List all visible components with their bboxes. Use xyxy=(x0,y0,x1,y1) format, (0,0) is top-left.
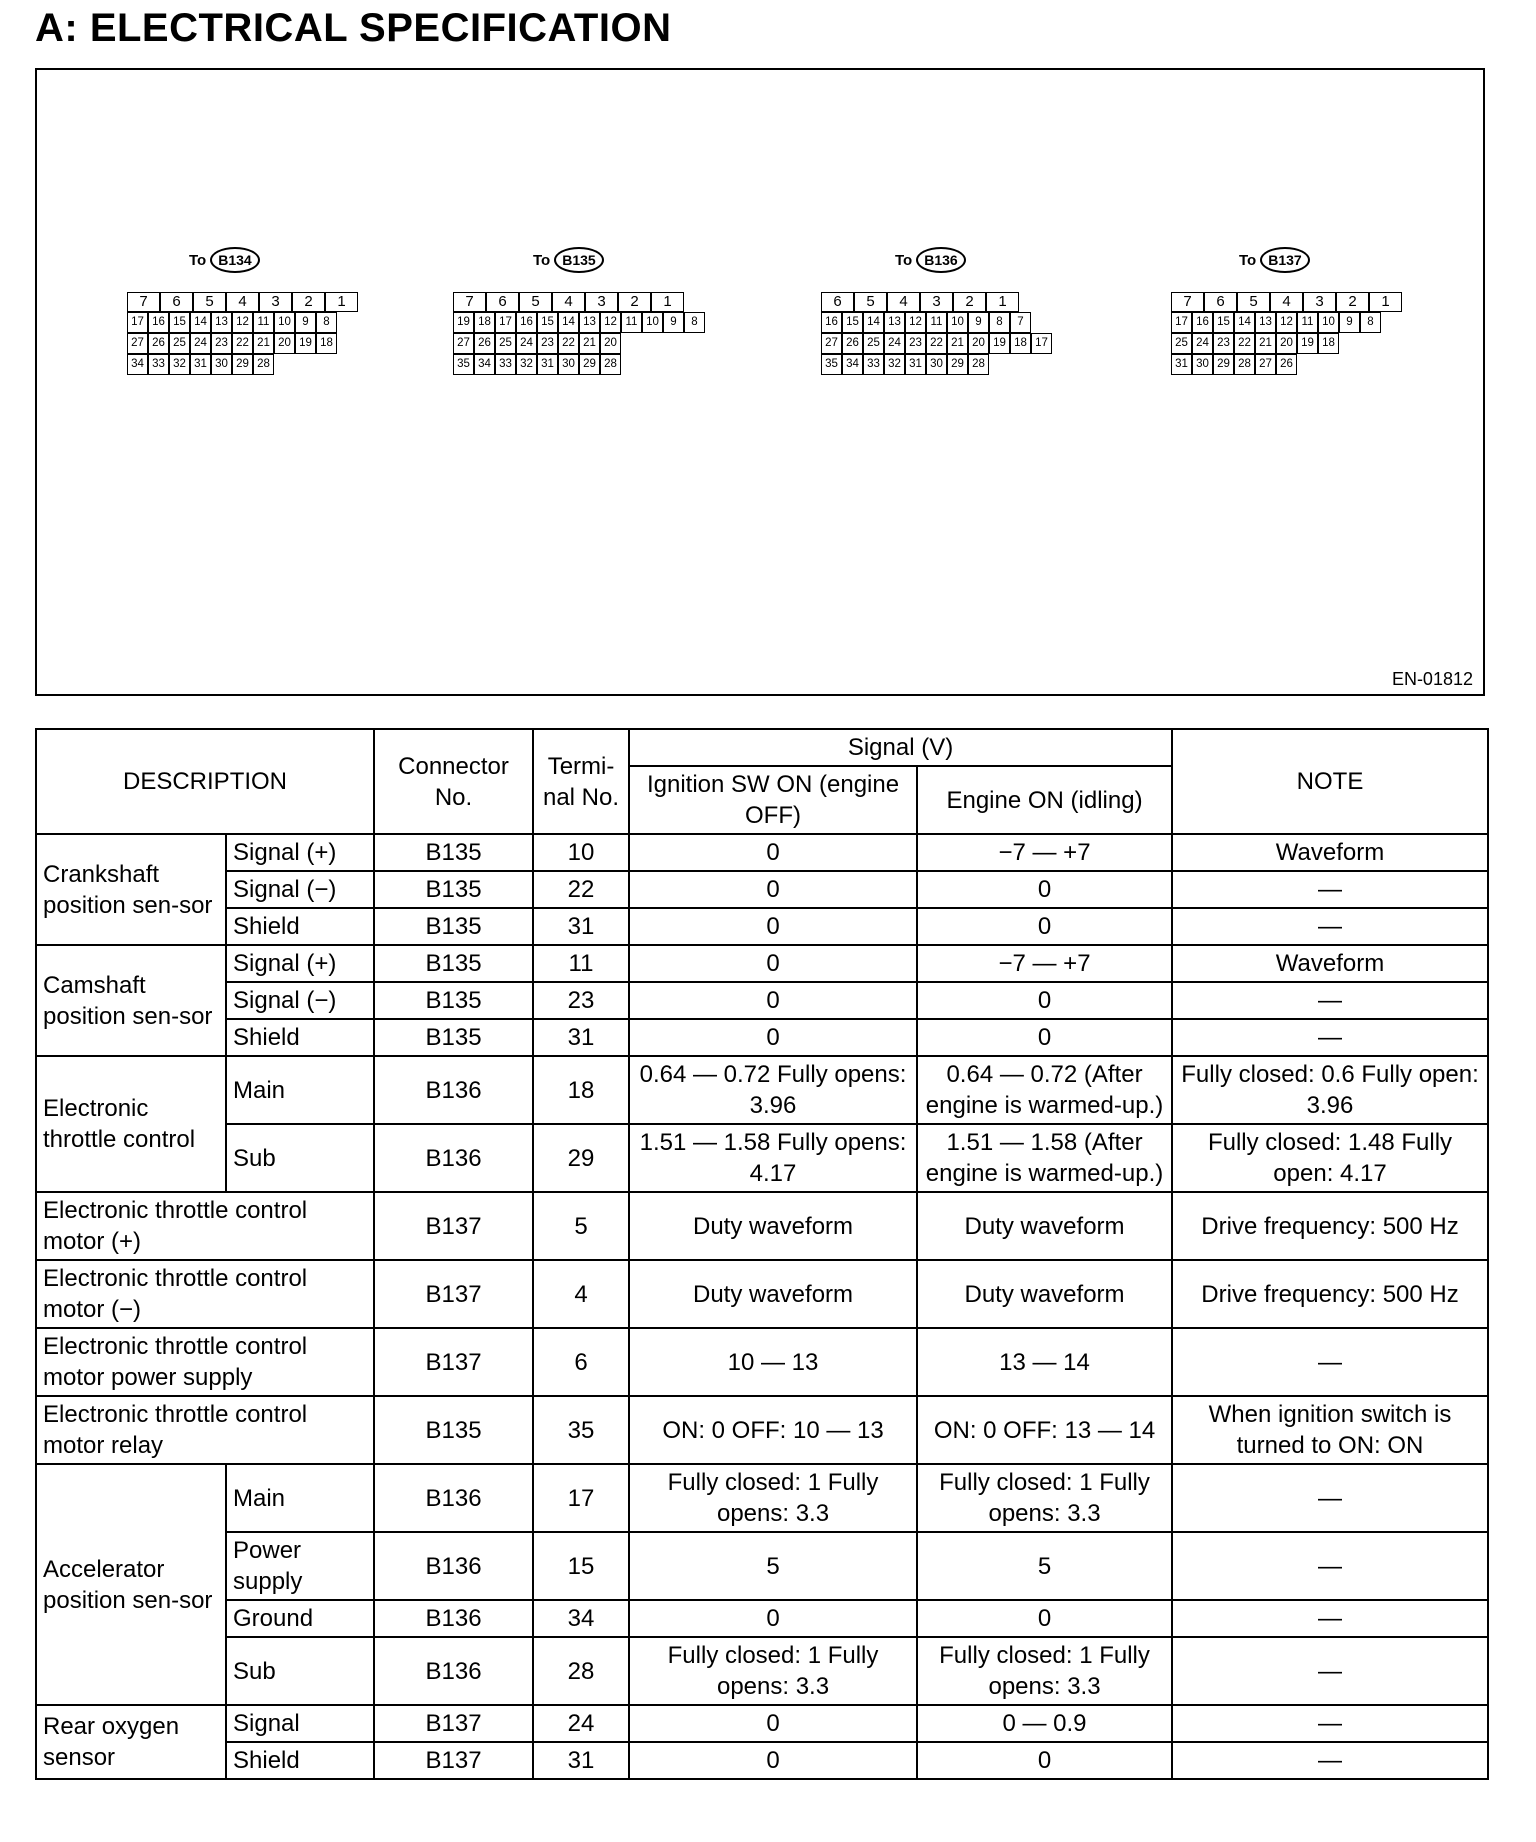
connector-pin: 4 xyxy=(226,292,259,312)
row-note: — xyxy=(1172,1019,1488,1056)
connector-pin: 29 xyxy=(232,354,253,375)
connector-to-text: To xyxy=(533,251,551,269)
table-row xyxy=(36,1124,1488,1192)
connector-pin: 1 xyxy=(325,292,358,312)
connector-pin: 1 xyxy=(986,292,1019,312)
row-connector: B137 xyxy=(374,1260,533,1328)
connector-pin: 22 xyxy=(1234,333,1255,354)
connector-pin: 13 xyxy=(1255,312,1276,333)
figure-id: EN-01812 xyxy=(1391,669,1473,689)
connector-pin: 26 xyxy=(1276,354,1297,375)
row-terminal: 10 xyxy=(533,834,629,871)
row-note: — xyxy=(1172,1328,1488,1396)
connector-pin: 17 xyxy=(127,312,148,333)
connector-pin: 1 xyxy=(651,292,684,312)
connector-pin: 19 xyxy=(1297,333,1318,354)
row-note: Drive frequency: 500 Hz xyxy=(1172,1260,1488,1328)
connector-pin: 6 xyxy=(486,292,519,312)
connector-name: B134 xyxy=(210,247,259,273)
row-ign: 0 xyxy=(629,1019,917,1056)
row-item: Signal (−) xyxy=(226,982,374,1019)
connector-pin: 35 xyxy=(453,354,474,375)
row-terminal: 4 xyxy=(533,1260,629,1328)
connector-pin: 2 xyxy=(1336,292,1369,312)
row-ign: 10 — 13 xyxy=(629,1328,917,1396)
table-row xyxy=(36,1056,1488,1124)
connector-pin: 30 xyxy=(211,354,232,375)
connector-name: B137 xyxy=(1260,247,1309,273)
connector-pin: 34 xyxy=(127,354,148,375)
connector-pin: 4 xyxy=(1270,292,1303,312)
connector-pin: 3 xyxy=(920,292,953,312)
connector-to-text: To xyxy=(1239,251,1257,269)
row-item: Signal (+) xyxy=(226,945,374,982)
row-eng: Fully closed: 1 Fully opens: 3.3 xyxy=(917,1464,1172,1532)
row-connector: B135 xyxy=(374,1396,533,1464)
row-eng: 0 xyxy=(917,871,1172,908)
row-terminal: 29 xyxy=(533,1124,629,1192)
connector-pin: 5 xyxy=(1237,292,1270,312)
connector-pin: 10 xyxy=(274,312,295,333)
connector-pin: 23 xyxy=(1213,333,1234,354)
connector-pin: 28 xyxy=(1234,354,1255,375)
row-terminal: 31 xyxy=(533,1742,629,1779)
connector-pin: 12 xyxy=(905,312,926,333)
connector-pin: 7 xyxy=(453,292,486,312)
header-connector: Connector No. xyxy=(374,729,533,834)
connector-pin: 16 xyxy=(516,312,537,333)
connector-pin: 24 xyxy=(884,333,905,354)
connector-pin: 6 xyxy=(1204,292,1237,312)
row-group: Electronic throttle control motor power supply xyxy=(36,1328,374,1396)
row-group: Rear oxygen sensor xyxy=(36,1705,226,1779)
table-row xyxy=(36,1260,1488,1328)
connector-pin: 6 xyxy=(160,292,193,312)
connector-to-text: To xyxy=(189,251,207,269)
connector-pin: 4 xyxy=(887,292,920,312)
row-eng: Duty waveform xyxy=(917,1260,1172,1328)
row-connector: B137 xyxy=(374,1192,533,1260)
row-item: Power supply xyxy=(226,1532,374,1600)
connector-pin: 8 xyxy=(684,312,705,333)
connector-pin: 25 xyxy=(495,333,516,354)
connector-pin: 34 xyxy=(474,354,495,375)
connector-pin: 27 xyxy=(1255,354,1276,375)
row-eng: 0 xyxy=(917,908,1172,945)
row-eng: 5 xyxy=(917,1532,1172,1600)
connector-pin: 31 xyxy=(190,354,211,375)
row-item: Main xyxy=(226,1056,374,1124)
connector-pin: 21 xyxy=(1255,333,1276,354)
row-note: — xyxy=(1172,908,1488,945)
row-ign: 0 xyxy=(629,908,917,945)
row-terminal: 23 xyxy=(533,982,629,1019)
row-group: Electronic throttle control motor (−) xyxy=(36,1260,374,1328)
connector-pin: 5 xyxy=(193,292,226,312)
row-item: Signal (+) xyxy=(226,834,374,871)
connector-pin: 8 xyxy=(989,312,1010,333)
connector-pin: 3 xyxy=(585,292,618,312)
row-item: Shield xyxy=(226,908,374,945)
row-note: — xyxy=(1172,1637,1488,1705)
row-eng: Duty waveform xyxy=(917,1192,1172,1260)
connector-pin: 30 xyxy=(558,354,579,375)
connector-figure xyxy=(35,68,1485,696)
row-ign: 5 xyxy=(629,1532,917,1600)
connector-pin: 26 xyxy=(148,333,169,354)
row-terminal: 6 xyxy=(533,1328,629,1396)
row-eng: 0 xyxy=(917,1742,1172,1779)
table-row xyxy=(36,1532,1488,1600)
row-eng: 13 — 14 xyxy=(917,1328,1172,1396)
connector-pin: 10 xyxy=(947,312,968,333)
row-terminal: 5 xyxy=(533,1192,629,1260)
connector-pin: 27 xyxy=(453,333,474,354)
row-terminal: 28 xyxy=(533,1637,629,1705)
table-row xyxy=(36,1396,1488,1464)
row-connector: B137 xyxy=(374,1705,533,1742)
connector-pin: 32 xyxy=(169,354,190,375)
row-connector: B135 xyxy=(374,982,533,1019)
connector-pin: 29 xyxy=(1213,354,1234,375)
row-item: Main xyxy=(226,1464,374,1532)
row-ign: Duty waveform xyxy=(629,1192,917,1260)
connector-pin: 33 xyxy=(148,354,169,375)
row-item: Shield xyxy=(226,1742,374,1779)
row-ign: 0 xyxy=(629,834,917,871)
connector-pin: 24 xyxy=(1192,333,1213,354)
connector-pin: 21 xyxy=(947,333,968,354)
row-group: Electronic throttle control motor (+) xyxy=(36,1192,374,1260)
connector-pin: 28 xyxy=(600,354,621,375)
row-note: — xyxy=(1172,1532,1488,1600)
row-item: Sub xyxy=(226,1124,374,1192)
row-note: When ignition switch is turned to ON: ON xyxy=(1172,1396,1488,1464)
connector-pin: 18 xyxy=(474,312,495,333)
connector-pin: 21 xyxy=(253,333,274,354)
connector-pin: 18 xyxy=(1318,333,1339,354)
row-eng: 0 xyxy=(917,1019,1172,1056)
row-item: Shield xyxy=(226,1019,374,1056)
row-note: — xyxy=(1172,1464,1488,1532)
connector-pin: 31 xyxy=(1171,354,1192,375)
connector-pin: 7 xyxy=(127,292,160,312)
row-connector: B135 xyxy=(374,871,533,908)
row-note: — xyxy=(1172,1705,1488,1742)
connector-pin: 16 xyxy=(1192,312,1213,333)
row-connector: B136 xyxy=(374,1124,533,1192)
table-row xyxy=(36,945,1488,982)
row-connector: B136 xyxy=(374,1637,533,1705)
connector-pin: 12 xyxy=(232,312,253,333)
connector-pin: 26 xyxy=(474,333,495,354)
connector-pin: 9 xyxy=(295,312,316,333)
connector-pin: 12 xyxy=(600,312,621,333)
connector-pin: 34 xyxy=(842,354,863,375)
connector-pin: 19 xyxy=(989,333,1010,354)
row-note: — xyxy=(1172,871,1488,908)
connector-pin: 5 xyxy=(854,292,887,312)
connector-pin: 6 xyxy=(821,292,854,312)
row-group: Crankshaft position sen-sor xyxy=(36,834,226,945)
connector-pin: 9 xyxy=(1339,312,1360,333)
connector-pin: 11 xyxy=(621,312,642,333)
table-row xyxy=(36,1705,1488,1742)
page-title: A: ELECTRICAL SPECIFICATION xyxy=(35,6,672,50)
row-ign: Fully closed: 1 Fully opens: 3.3 xyxy=(629,1464,917,1532)
row-ign: 0 xyxy=(629,1705,917,1742)
connector-pin: 7 xyxy=(1010,312,1031,333)
table-row xyxy=(36,908,1488,945)
row-connector: B135 xyxy=(374,1019,533,1056)
header-signal: Signal (V) xyxy=(629,729,1172,766)
connector-label xyxy=(189,247,260,273)
table-row xyxy=(36,1464,1488,1532)
row-eng: ON: 0 OFF: 13 — 14 xyxy=(917,1396,1172,1464)
connector-pin: 17 xyxy=(495,312,516,333)
connector-pin: 23 xyxy=(905,333,926,354)
row-eng: Fully closed: 1 Fully opens: 3.3 xyxy=(917,1637,1172,1705)
connector-pin: 25 xyxy=(169,333,190,354)
row-group: Electronic throttle control motor relay xyxy=(36,1396,374,1464)
header-ignition-on: Ignition SW ON (engine OFF) xyxy=(629,766,917,834)
connector-pin: 13 xyxy=(579,312,600,333)
connector-pin: 19 xyxy=(295,333,316,354)
header-note: NOTE xyxy=(1172,729,1488,834)
header-engine-on: Engine ON (idling) xyxy=(917,766,1172,834)
connector-pin: 24 xyxy=(516,333,537,354)
connector-pin: 15 xyxy=(169,312,190,333)
row-ign: 0 xyxy=(629,982,917,1019)
table-row xyxy=(36,1192,1488,1260)
connector-pin: 23 xyxy=(211,333,232,354)
connector-pin: 33 xyxy=(495,354,516,375)
connector-pin: 22 xyxy=(926,333,947,354)
connector-pin: 7 xyxy=(1171,292,1204,312)
row-eng: 1.51 — 1.58 (After engine is warmed-up.) xyxy=(917,1124,1172,1192)
row-note: Drive frequency: 500 Hz xyxy=(1172,1192,1488,1260)
row-note: — xyxy=(1172,1600,1488,1637)
connector-pin: 22 xyxy=(232,333,253,354)
row-ign: 0 xyxy=(629,871,917,908)
connector-pin: 22 xyxy=(558,333,579,354)
connector-pin: 32 xyxy=(884,354,905,375)
row-note: Waveform xyxy=(1172,834,1488,871)
row-eng: 0 — 0.9 xyxy=(917,1705,1172,1742)
row-eng: 0 xyxy=(917,1600,1172,1637)
connector-pin: 2 xyxy=(953,292,986,312)
row-note: — xyxy=(1172,1742,1488,1779)
connector-pin: 31 xyxy=(537,354,558,375)
row-terminal: 35 xyxy=(533,1396,629,1464)
row-eng: −7 — +7 xyxy=(917,945,1172,982)
connector-pin: 14 xyxy=(863,312,884,333)
row-connector: B136 xyxy=(374,1600,533,1637)
row-connector: B136 xyxy=(374,1464,533,1532)
row-ign: 0.64 — 0.72 Fully opens: 3.96 xyxy=(629,1056,917,1124)
connector-pin: 11 xyxy=(253,312,274,333)
connector-pin: 28 xyxy=(253,354,274,375)
connector-pin: 12 xyxy=(1276,312,1297,333)
row-terminal: 31 xyxy=(533,1019,629,1056)
row-terminal: 31 xyxy=(533,908,629,945)
connector-pin: 14 xyxy=(1234,312,1255,333)
connector-pin: 10 xyxy=(1318,312,1339,333)
connector-pin: 18 xyxy=(316,333,337,354)
row-ign: 0 xyxy=(629,945,917,982)
row-ign: ON: 0 OFF: 10 — 13 xyxy=(629,1396,917,1464)
connector-pin: 10 xyxy=(642,312,663,333)
connector-pin: 1 xyxy=(1369,292,1402,312)
connector-pin: 14 xyxy=(558,312,579,333)
row-item: Ground xyxy=(226,1600,374,1637)
connector-pin: 29 xyxy=(947,354,968,375)
connector-pin: 2 xyxy=(618,292,651,312)
row-connector: B137 xyxy=(374,1742,533,1779)
connector-label xyxy=(895,247,966,273)
connector-pin: 8 xyxy=(316,312,337,333)
connector-pin: 20 xyxy=(274,333,295,354)
connector-pin: 9 xyxy=(663,312,684,333)
row-eng: −7 — +7 xyxy=(917,834,1172,871)
table-row xyxy=(36,1600,1488,1637)
connector-pin: 30 xyxy=(926,354,947,375)
row-terminal: 34 xyxy=(533,1600,629,1637)
connector-pin: 20 xyxy=(1276,333,1297,354)
connector-name: B135 xyxy=(554,247,603,273)
row-note: — xyxy=(1172,982,1488,1019)
connector-label xyxy=(533,247,604,273)
row-group: Accelerator position sen-sor xyxy=(36,1464,226,1705)
row-terminal: 22 xyxy=(533,871,629,908)
row-ign: Duty waveform xyxy=(629,1260,917,1328)
connector-pin: 20 xyxy=(600,333,621,354)
row-terminal: 18 xyxy=(533,1056,629,1124)
connector-pin: 20 xyxy=(968,333,989,354)
connector-pin: 15 xyxy=(537,312,558,333)
row-ign: 0 xyxy=(629,1742,917,1779)
connector-pin: 32 xyxy=(516,354,537,375)
row-eng: 0.64 — 0.72 (After engine is warmed-up.) xyxy=(917,1056,1172,1124)
connector-pin: 16 xyxy=(148,312,169,333)
row-connector: B135 xyxy=(374,945,533,982)
row-item: Signal xyxy=(226,1705,374,1742)
connector-pin: 26 xyxy=(842,333,863,354)
row-terminal: 11 xyxy=(533,945,629,982)
table-row xyxy=(36,871,1488,908)
connector-pin: 25 xyxy=(863,333,884,354)
table-row xyxy=(36,1637,1488,1705)
connector-pin: 24 xyxy=(190,333,211,354)
table-row xyxy=(36,982,1488,1019)
connector-pin: 4 xyxy=(552,292,585,312)
connector-pin: 27 xyxy=(821,333,842,354)
connector-pin: 30 xyxy=(1192,354,1213,375)
row-terminal: 17 xyxy=(533,1464,629,1532)
row-terminal: 15 xyxy=(533,1532,629,1600)
connector-pin: 8 xyxy=(1360,312,1381,333)
connector-pin: 25 xyxy=(1171,333,1192,354)
connector-pin: 33 xyxy=(863,354,884,375)
connector-pin: 31 xyxy=(905,354,926,375)
connector-pin: 5 xyxy=(519,292,552,312)
header-description: DESCRIPTION xyxy=(36,729,374,834)
spec-table xyxy=(35,728,1489,1780)
connector-pin: 15 xyxy=(1213,312,1234,333)
row-terminal: 24 xyxy=(533,1705,629,1742)
connector-pin: 19 xyxy=(453,312,474,333)
row-note: Waveform xyxy=(1172,945,1488,982)
header-terminal: Termi-nal No. xyxy=(533,729,629,834)
connector-pin: 21 xyxy=(579,333,600,354)
connector-pin: 18 xyxy=(1010,333,1031,354)
table-row xyxy=(36,1019,1488,1056)
connector-pin: 15 xyxy=(842,312,863,333)
connector-pin: 13 xyxy=(211,312,232,333)
connector-pin: 29 xyxy=(579,354,600,375)
connector-pin: 11 xyxy=(1297,312,1318,333)
connector-pin: 17 xyxy=(1171,312,1192,333)
connector-pin: 16 xyxy=(821,312,842,333)
connector-pin: 17 xyxy=(1031,333,1052,354)
row-note: Fully closed: 1.48 Fully open: 4.17 xyxy=(1172,1124,1488,1192)
connector-pin: 35 xyxy=(821,354,842,375)
connector-name: B136 xyxy=(916,247,965,273)
connector-pin: 3 xyxy=(259,292,292,312)
row-group: Electronic throttle control xyxy=(36,1056,226,1192)
connector-to-text: To xyxy=(895,251,913,269)
row-connector: B137 xyxy=(374,1328,533,1396)
connector-pin: 27 xyxy=(127,333,148,354)
row-ign: 1.51 — 1.58 Fully opens: 4.17 xyxy=(629,1124,917,1192)
connector-pin: 2 xyxy=(292,292,325,312)
connector-pin: 3 xyxy=(1303,292,1336,312)
row-note: Fully closed: 0.6 Fully open: 3.96 xyxy=(1172,1056,1488,1124)
row-connector: B136 xyxy=(374,1056,533,1124)
connector-pin: 11 xyxy=(926,312,947,333)
connector-pin: 13 xyxy=(884,312,905,333)
row-connector: B135 xyxy=(374,834,533,871)
row-ign: 0 xyxy=(629,1600,917,1637)
row-eng: 0 xyxy=(917,982,1172,1019)
row-ign: Fully closed: 1 Fully opens: 3.3 xyxy=(629,1637,917,1705)
connector-pin: 28 xyxy=(968,354,989,375)
connector-pin: 23 xyxy=(537,333,558,354)
row-connector: B136 xyxy=(374,1532,533,1600)
connector-pin: 9 xyxy=(968,312,989,333)
row-connector: B135 xyxy=(374,908,533,945)
table-row xyxy=(36,1328,1488,1396)
table-row xyxy=(36,834,1488,871)
table-row xyxy=(36,1742,1488,1779)
row-item: Sub xyxy=(226,1637,374,1705)
row-group: Camshaft position sen-sor xyxy=(36,945,226,1056)
connector-label xyxy=(1239,247,1310,273)
row-item: Signal (−) xyxy=(226,871,374,908)
connector-pin: 14 xyxy=(190,312,211,333)
